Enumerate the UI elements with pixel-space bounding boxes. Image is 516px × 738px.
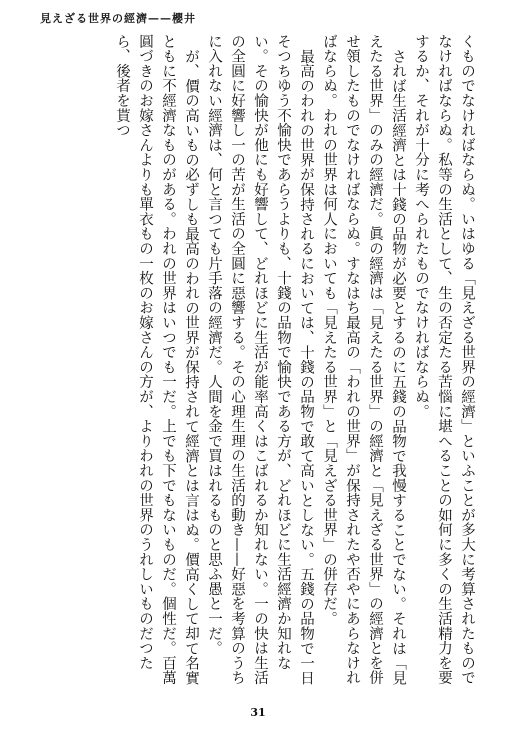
running-header: 見えざる世界の經濟——櫻井 [40, 12, 196, 25]
paragraph: 最高のわれの世界が保持されるにおいては、十錢の品物で敢て高いとしない。五錢の品物で一日そつちゆう不愉快であらうよりも、十錢の品物で愉快である方が、どれほどに生活經濟か知れない。その愉快が他にも好響して、どれほどに生活が能率高くはこばれるか知れない。一の快は生活の全圓に好響し一の苦が生活の全圓に惡響する。その心理生理の生活的動き——好惡を考算のうちに入れない經濟は、何と言つても片手落の經濟だ。人間を金で買はれるものと思ふ愚と一だ。 [206, 34, 314, 686]
paragraph: が、價の高いもの必ずしも最高のわれの世界が保持されて經濟とは言はぬ。價高くして却て名實ともに不經濟なものがある。われの世界はいつでも一だ。上でも下でもないものだ。個性だ。百萬圓づきのお嫁さんよりも單衣もの一枚のお嫁さんの方が、よりわれの世界のうれしいものだつたら、後者を貰つ [114, 34, 199, 686]
vertical-text-body [38, 34, 478, 689]
paragraph: されば生活經濟とは十錢の品物が必要とするのに五錢の品物で我慢することでない。それは「見えたる世界」のみの經濟だ。眞の經濟は「見えたる世界」の經濟と「見えざる世界」の經濟とを併せ領したものでなければならぬ。すなはち最高の「われの世界」が保持されたや否やにあらなければならぬ。われの世界は何人においても「見えたる世界」と「見えざる世界」の併存だ。 [321, 34, 406, 686]
paragraph: くものでなければならぬ。いはゆる「見えざる世界の經濟」といふことが多大に考算されたものでなければならぬ。私等の生活として、生の否定たる苦惱に堪へることの如何に多くの生活精力を要するか、それが十分に考へられたものでなければならぬ。 [413, 34, 475, 686]
page-number: 31 [250, 706, 266, 719]
